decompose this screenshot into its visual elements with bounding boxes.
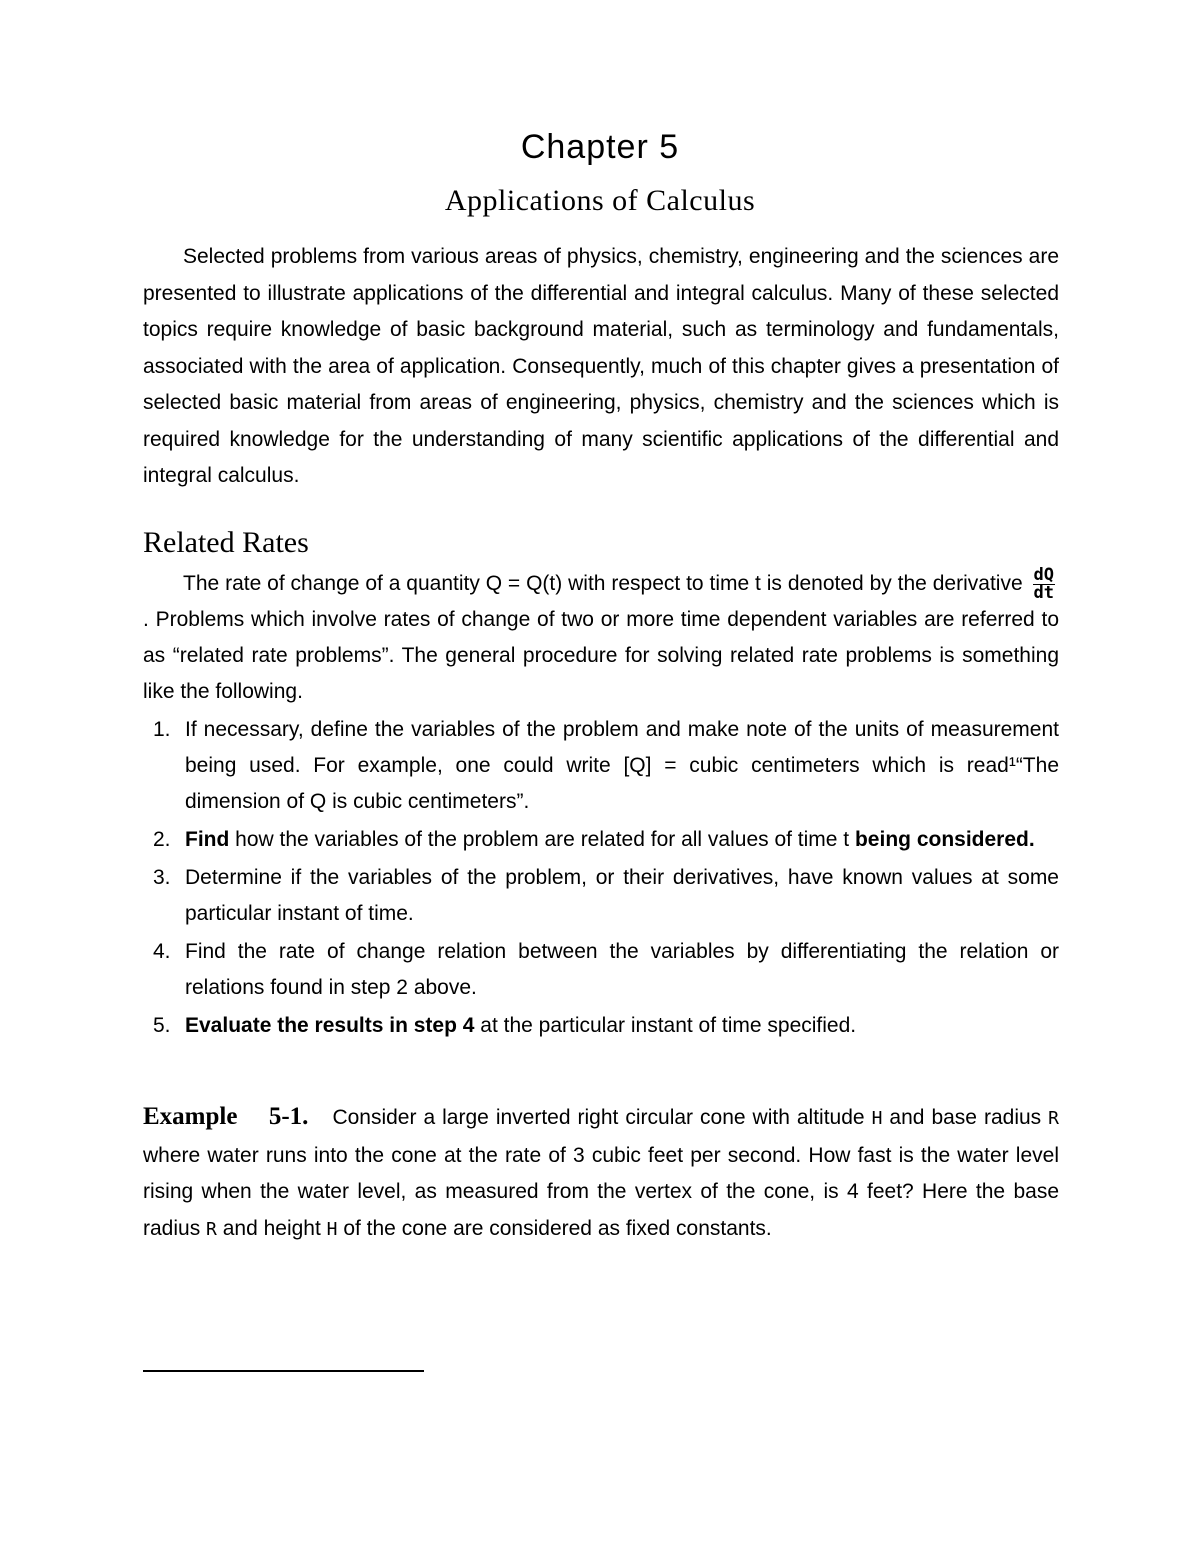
section-heading: Related Rates xyxy=(143,526,309,559)
step-number: 5. xyxy=(153,1014,171,1037)
step-item xyxy=(143,934,1059,1006)
step-text: at the particular instant of time specified. xyxy=(474,1014,857,1037)
step-item xyxy=(143,1008,1059,1044)
variable-altitude: H xyxy=(871,1108,883,1129)
footnote-separator xyxy=(143,1370,424,1372)
step-text: If necessary, define the variables of the problem and make note of the units of measurement being used. For example, one could write [Q] = cubic centimeters which is read¹“The dimension of Q is cubic centimeters”. xyxy=(185,718,1059,813)
step-bold-text: Evaluate the results in step 4 xyxy=(185,1014,475,1037)
related-rates-text-start: The rate of change of a quantity Q = Q(t) with respect to time t is denoted by the derivative xyxy=(183,572,1023,595)
step-number: 3. xyxy=(153,866,171,889)
example-paragraph xyxy=(143,1099,1059,1248)
step-number: 1. xyxy=(153,718,171,741)
chapter-title: Chapter 5 xyxy=(520,128,680,166)
fraction-denominator: dt xyxy=(1033,582,1054,603)
step-bold-text: being considered. xyxy=(854,828,1035,851)
step-number: 2. xyxy=(153,828,171,851)
step-text: how the variables of the problem are related for all values of time t xyxy=(229,828,855,851)
example-text: Consider a large inverted right circular cone with altitude xyxy=(332,1106,872,1129)
related-rates-paragraph xyxy=(143,566,1059,710)
variable-radius: R xyxy=(1048,1108,1060,1129)
step-item xyxy=(143,860,1059,932)
fraction-numerator: dQ xyxy=(1033,564,1054,585)
step-bold-text: Find xyxy=(185,828,230,851)
step-text: Determine if the variables of the problem, or their derivatives, have known values at some particular instant of time. xyxy=(185,866,1059,925)
step-text: Find the rate of change relation between the variables by differentiating the relation or relations found in step 2 above. xyxy=(185,940,1059,999)
example-label: Example 5-1. xyxy=(143,1103,309,1130)
derivative-fraction xyxy=(1033,564,1055,603)
step-number: 4. xyxy=(153,940,171,963)
variable-altitude: H xyxy=(326,1218,338,1240)
step-item xyxy=(143,822,1059,858)
example-text: where water runs into the cone at the rate of 3 cubic feet per second. How fast is the water level rising when the water level, as measured from the vertex of the cone, is 4 feet? Here the base radius xyxy=(143,1143,1059,1240)
example-text: and height xyxy=(216,1216,327,1240)
intro-paragraph: Selected problems from various areas of physics, chemistry, engineering and the sciences are presented to illustrate applications of the differential and integral calculus. Many of these selected topics require knowledge of basic background material, such as terminology and fundamentals, associated with the area of application. Consequently, much of this chapter gives a presentation of selected basic material from areas of engineering, physics, chemistry and the sciences which is required knowledge for the understanding of many scientific applications of the differential and integral calculus. xyxy=(143,245,1059,487)
example-text: and base radius xyxy=(882,1106,1049,1129)
variable-radius: R xyxy=(206,1218,217,1240)
step-item xyxy=(143,712,1059,820)
related-rates-text-end: . Problems which involve rates of change of two or more time dependent variables are referred to as “related rate problems”. The general procedure for solving related rate problems is something like the following. xyxy=(143,608,1059,703)
chapter-subtitle: Applications of Calculus xyxy=(444,184,756,217)
procedure-steps xyxy=(143,712,1059,1046)
example-text: of the cone are considered as fixed constants. xyxy=(337,1216,772,1240)
